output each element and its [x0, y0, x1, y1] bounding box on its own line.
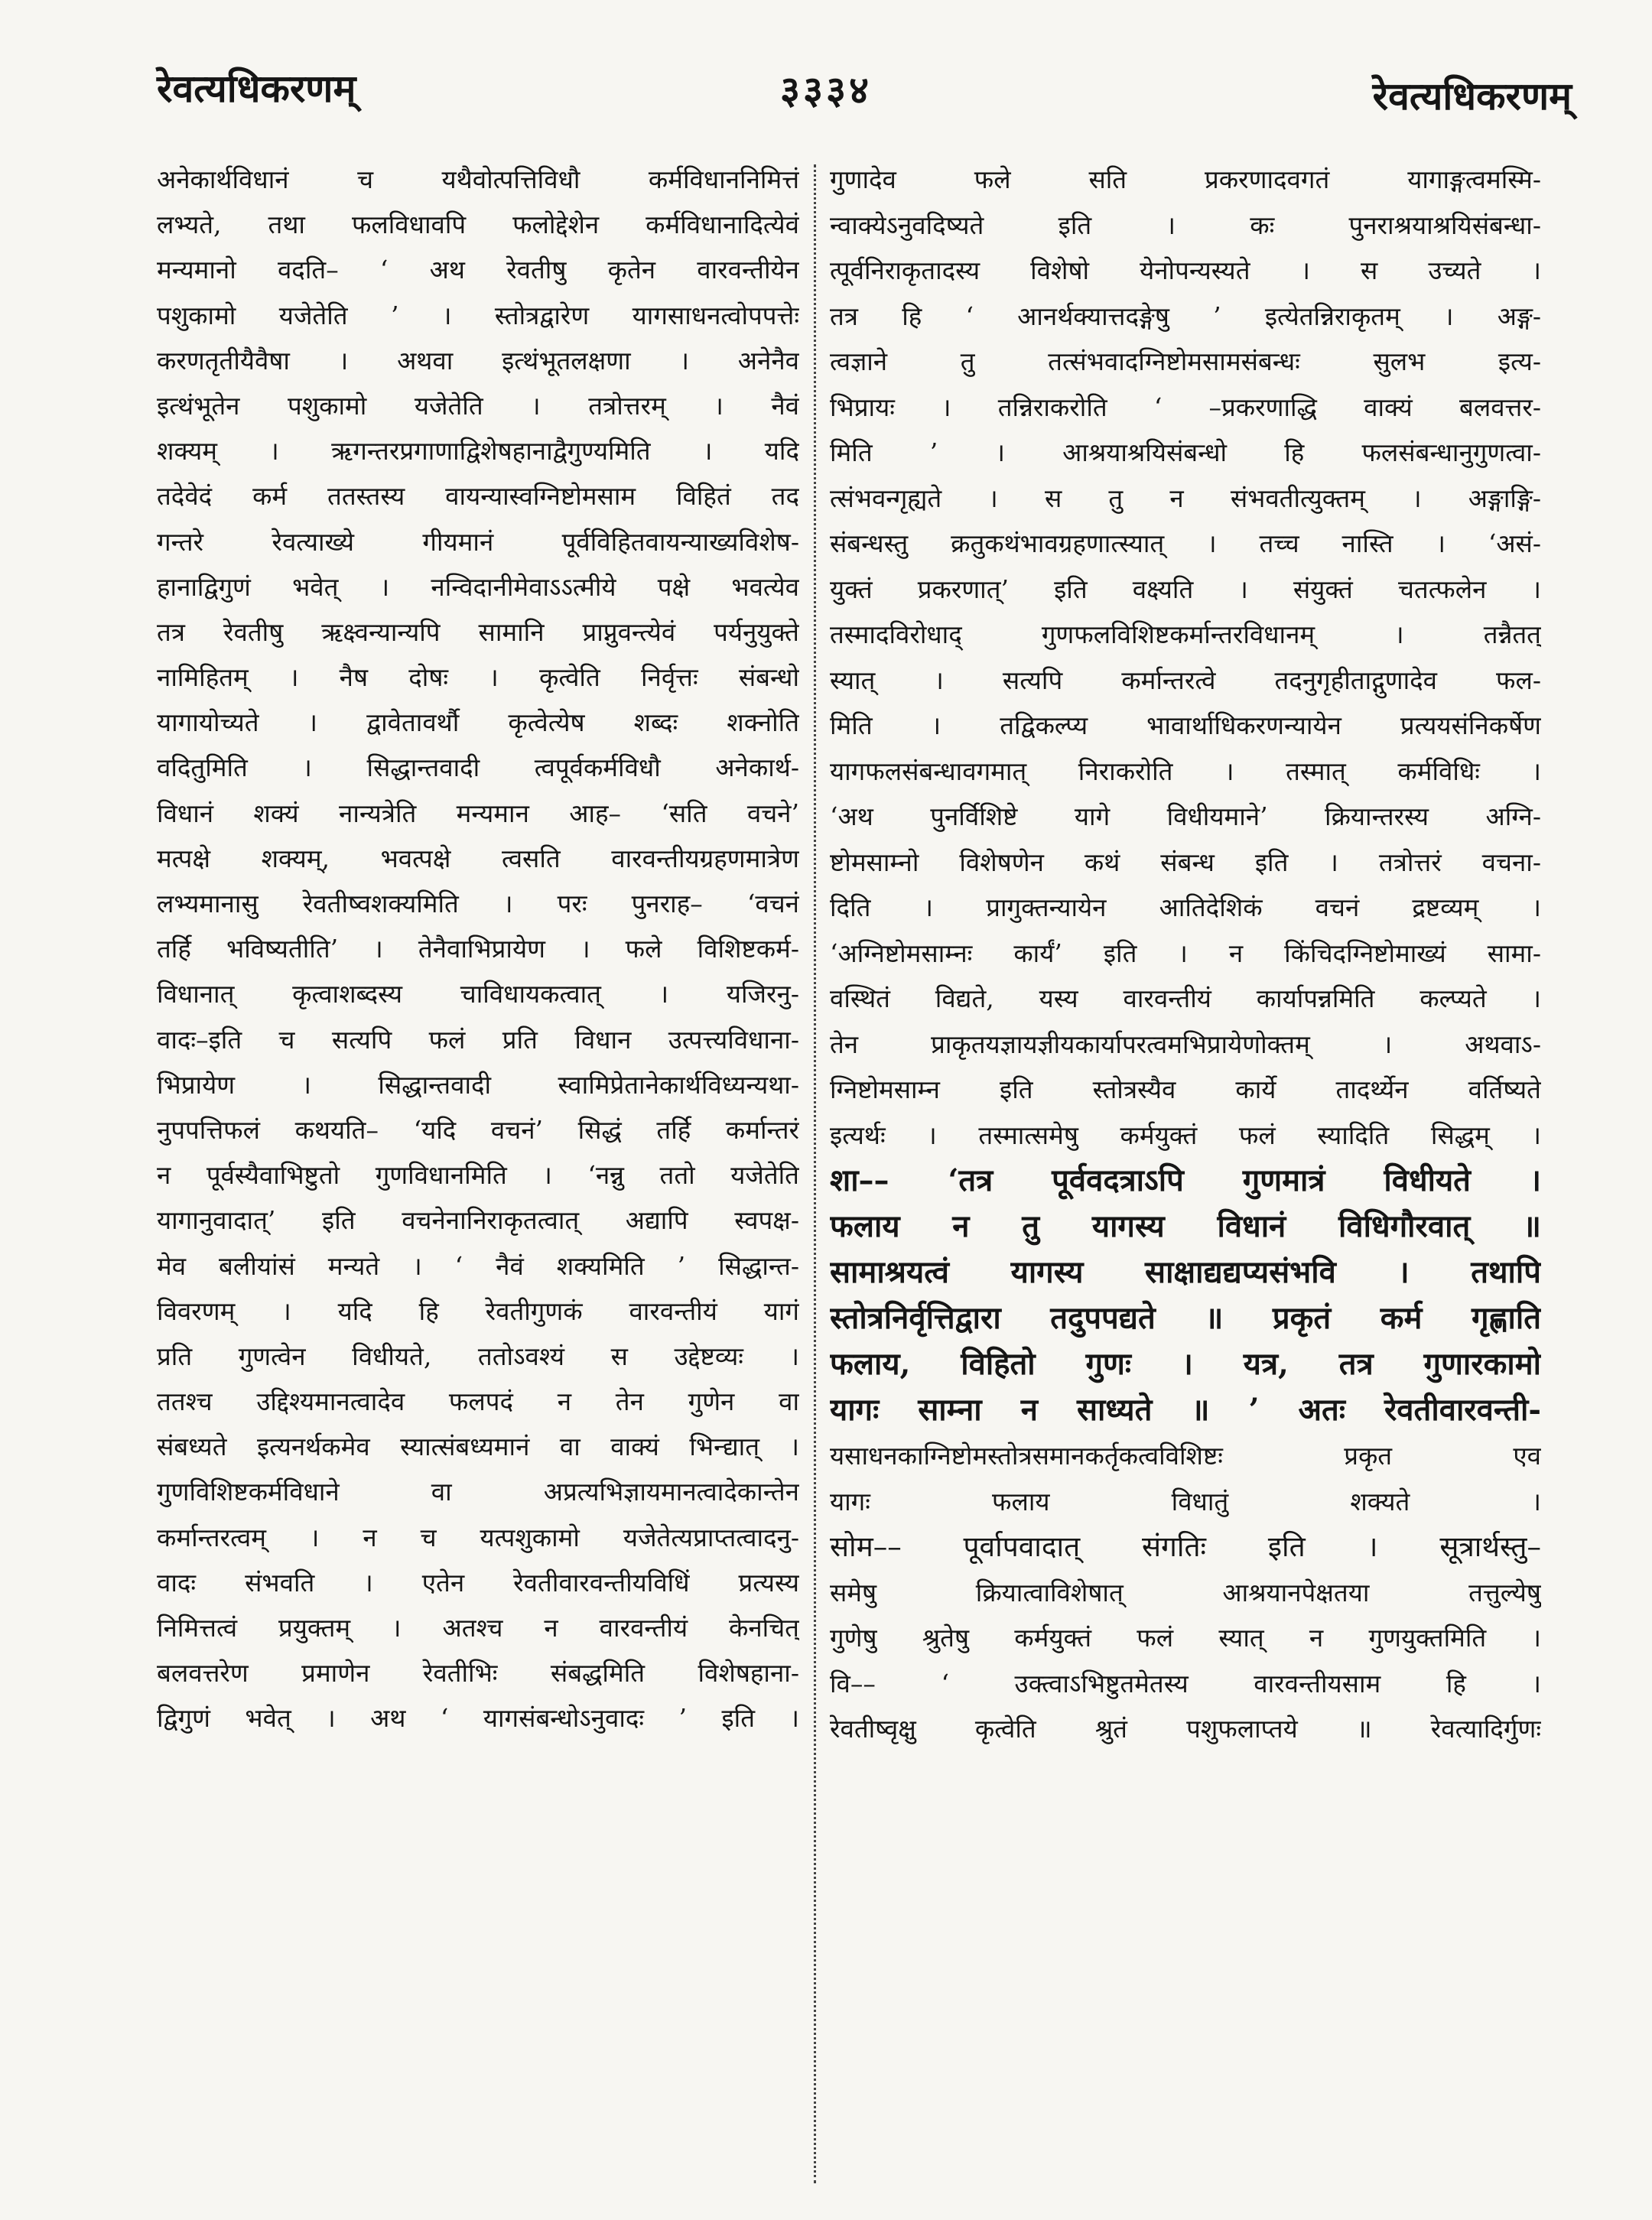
- text-line: न पूर्वस्यैवाभिष्टुतो गुणविधानमिति । ‘नन्नु ततो यजेतेति: [157, 1160, 799, 1191]
- text-line: बलवत्तरेण प्रमाणेन रेवतीभिः संबद्धमिति विशेषहाना-: [157, 1658, 799, 1689]
- text-line: विवरणम् । यदि हि रेवतीगुणकं वारवन्तीयं यागं: [157, 1295, 799, 1326]
- text-line: तर्हि भविष्यतीति’ । तेनैवाभिप्रायेण । फले विशिष्टकर्म-: [157, 934, 799, 964]
- text-line: समेषु क्रियात्वाविशेषात् आश्रयानपेक्षतया तत्तुल्येषु: [830, 1577, 1541, 1607]
- text-line: युक्तं प्रकरणात्’ इति वक्ष्यति । संयुक्तं चतत्फलेन ।: [830, 574, 1541, 604]
- text-line: पशुकामो यजेतेति ’ । स्तोत्रद्वारेण यागसाधनत्वोपपत्तेः: [157, 300, 799, 330]
- text-line: मिति ’ । आश्रयाश्रयिसंबन्धो हि फलसंबन्धानुगुणत्वा-: [830, 437, 1541, 467]
- text-line: वि–– ‘ उक्त्वाऽभिष्टुतमेतस्य वारवन्तीयसाम हि ।: [830, 1668, 1541, 1698]
- text-line: करणतृतीयैवैषा । अथवा इत्थंभूतलक्षणा । अनेनैव: [157, 345, 799, 375]
- text-line: विधानं शक्यं नान्यत्रेति मन्यमान आह– ‘सति वचने’: [157, 798, 799, 828]
- text-line: नामिहितम् । नैष दोषः । कृत्वेति निर्वृत्तः संबन्धो: [157, 662, 799, 693]
- text-line: प्रति गुणत्वेन विधीयते, ततोऽवश्यं स उद्देष्टव्यः ।: [157, 1341, 799, 1371]
- text-line: यागः साम्ना न साध्यते ॥ ’ अतः रेवतीवारवन्ती-: [830, 1392, 1541, 1428]
- text-line: लभ्यते, तथा फलविधावपि फलोद्देशेन कर्मविधानादित्येवं: [157, 210, 799, 240]
- text-line: तत्र रेवतीषु ऋक्ष्वन्यान्यपि सामानि प्राप्नुवन्त्येवं पर्यनुयुक्ते: [157, 616, 799, 647]
- text-line: मिति । तद्विकल्प्य भावार्थाधिकरणन्यायेन प्रत्ययसंनिकर्षेण: [830, 710, 1541, 740]
- text-line: भिप्रायेण । सिद्धान्तवादी स्वामिप्रेतानेकार्थविध्यन्यथा-: [157, 1069, 799, 1100]
- left-text-column: [157, 157, 799, 1741]
- text-line: गुणेषु श्रुतेषु कर्मयुक्तं फलं स्यात् न गुणयुक्तमिति ।: [830, 1623, 1541, 1653]
- text-line: लभ्यमानासु रेवतीष्वशक्यमिति । परः पुनराह– ‘वचनं: [157, 889, 799, 918]
- text-line: गुणादेव फले सति प्रकरणादवगतं यागाङ्गत्वमस्मि-: [830, 164, 1541, 194]
- text-line: इत्यर्थः । तस्मात्समेषु कर्मयुक्तं फलं स्यादिति सिद्धम् ।: [830, 1120, 1541, 1150]
- text-line: इत्थंभूतेन पशुकामो यजेतेति । तत्रोत्तरम् । नैवं: [157, 390, 799, 421]
- text-line: संबन्धस्तु क्रतुकथंभावग्रहणात्स्यात् । तच्च नास्ति । ‘असं-: [830, 528, 1541, 558]
- text-line: त्वज्ञाने तु तत्संभवादग्निष्टोमसामसंबन्धः सुलभ इत्य-: [830, 346, 1541, 376]
- text-line: रेवतीष्वृक्षु कृत्वेति श्रुतं पशुफलाप्तये ॥ रेवत्यादिर्गुणः: [830, 1714, 1541, 1744]
- text-line: ततश्च उद्दिश्यमानत्वादेव फलपदं न तेन गुणेन वा: [157, 1386, 799, 1417]
- text-line: त्संभवन्गृह्यते । स तु न संभवतीत्युक्तम् । अङ्गाङ्गि-: [830, 483, 1541, 513]
- header-left-title: रेवत्यधिकरणम्: [157, 66, 356, 111]
- text-line: मेव बलीयांसं मन्यते । ‘ नैवं शक्यमिति ’ सिद्धान्त-: [157, 1250, 799, 1281]
- text-line: दिति । प्रागुक्तन्यायेन आतिदेशिकं वचनं द्रष्टव्यम् ।: [830, 892, 1541, 922]
- text-line: वदितुमिति । सिद्धान्तवादी त्वपूर्वकर्मविधौ अनेकार्थ-: [157, 752, 799, 783]
- text-line: अनेकार्थविधानं च यथैवोत्पत्तिविधौ कर्मविधाननिमित्तं: [157, 164, 799, 194]
- text-line: सामाश्रयत्वं यागस्य साक्षाद्यद्यप्यसंभवि । तथापि: [830, 1254, 1541, 1290]
- text-line: यागफलसंबन्धावगमात् निराकरोति । तस्मात् कर्मविधिः ।: [830, 756, 1541, 786]
- text-line: भिप्रायः । तन्निराकरोति ‘ –प्रकरणाद्धि वाक्यं बलवत्तर-: [830, 392, 1541, 422]
- text-line: स्तोत्रनिर्वृत्तिद्वारा तदुपपद्यते ॥ प्रकृतं कर्म गृह्णाति: [830, 1300, 1541, 1336]
- text-line: तत्र हि ‘ आनर्थक्यात्तदङ्गेषु ’ इत्येतन्निराकृतम् । अङ्ग-: [830, 301, 1541, 331]
- text-line: ‘अग्निष्टोमसाम्नः कार्यं’ इति । न किंचिदग्निष्टोमाख्यं सामा-: [830, 938, 1541, 968]
- text-line: न्वाक्येऽनुवदिष्यते इति । कः पुनराश्रयाश्रयिसंबन्धा-: [830, 210, 1541, 240]
- text-line: यागायोच्यते । द्वावेतावर्थौ कृत्वेत्येष शब्दः शक्नोति: [157, 707, 799, 738]
- right-text-column: [830, 157, 1541, 1752]
- text-line: कर्मान्तरत्वम् । न च यत्पशुकामो यजेतेत्यप्राप्तत्वादनु-: [157, 1522, 799, 1552]
- text-line: गन्तरे रेवत्याख्ये गीयमानं पूर्वविहितवायन्याख्यविशेष-: [157, 526, 799, 557]
- text-line: फलाय, विहितो गुणः । यत्र, तत्र गुणारकामो: [830, 1346, 1541, 1382]
- header-right-title: रेवत्यधिकरणम्: [1372, 73, 1572, 119]
- text-line: निमित्तत्वं प्रयुक्तम् । अतश्च न वारवन्तीयं केनचित्: [157, 1613, 799, 1643]
- text-line: तेन प्राकृतयज्ञायज्ञीयकार्यापरत्वमभिप्रायेणोक्तम् । अथवाऽ-: [830, 1029, 1541, 1059]
- text-line: नुपपत्तिफलं कथयति– ‘यदि वचनं’ सिद्धं तर्हि कर्मान्तरं: [157, 1114, 799, 1145]
- text-line: वस्थितं विद्यते, यस्य वारवन्तीयं कार्यापन्नमिति कल्प्यते ।: [830, 983, 1541, 1013]
- text-line: वादः संभवति । एतेन रेवतीवारवन्तीयविधिं प्रत्यस्य: [157, 1567, 799, 1598]
- text-line: गुणविशिष्टकर्मविधाने वा अप्रत्यभिज्ञायमानत्वादेकान्तेन: [157, 1477, 799, 1507]
- text-line: यसाधनकाग्निष्टोमस्तोत्रसमानकर्तृकत्वविशिष्टः प्रकृत एव: [830, 1441, 1541, 1471]
- text-line: तदेवेदं कर्म ततस्तस्य वायन्यास्वग्निष्टोमसाम विहितं तद: [157, 481, 799, 512]
- text-line: ग्निष्टोमसाम्न इति स्तोत्रस्यैव कार्ये तादर्थ्येन वर्तिष्यते: [830, 1074, 1541, 1104]
- column-divider: [814, 164, 816, 2183]
- text-line: त्पूर्वनिराकृतादस्य विशेषो येनोपन्यस्यते । स उच्यते ।: [830, 255, 1541, 285]
- text-line: स्यात् । सत्यपि कर्मान्तरत्वे तदनुगृहीताद्गुणादेव फल-: [830, 665, 1541, 695]
- text-line: तस्मादविरोधाद् गुणफलविशिष्टकर्मान्तरविधानम् । तन्नैतत्: [830, 619, 1541, 649]
- text-line: सोम–– पूर्वापवादात् संगतिः इति । सूत्रार्थस्तु–: [830, 1530, 1541, 1563]
- text-line: शा–– ‘तत्र पूर्ववदत्राऽपि गुणमात्रं विधीयते ।: [830, 1162, 1541, 1198]
- text-line: ‘अथ पुनर्विशिष्टे यागे विधीयमाने’ क्रियान्तरस्य अग्नि-: [830, 801, 1541, 831]
- text-line: ष्टोमसाम्नो विशेषणेन कथं संबन्ध इति । तत्रोत्तरं वचना-: [830, 847, 1541, 877]
- text-line: हानाद्विगुणं भवेत् । नन्विदानीमेवाऽऽत्मीये पक्षे भवत्येव: [157, 571, 799, 602]
- text-line: मन्यमानो वदति– ‘ अथ रेवतीषु कृतेन वारवन्तीयेन: [157, 255, 799, 285]
- running-header: [0, 46, 1652, 130]
- text-line: संबध्यते इत्यनर्थकमेव स्यात्संबध्यमानं वा वाक्यं भिन्द्यात् ।: [157, 1432, 799, 1462]
- text-line: फलाय न तु यागस्य विधानं विधिगौरवात् ॥: [830, 1208, 1541, 1244]
- text-line: शक्यम् । ऋगन्तरप्रगाणाद्विशेषहानाद्वैगुण्यमिति । यदि: [157, 436, 799, 466]
- text-line: वादः–इति च सत्यपि फलं प्रति विधान उत्पत्त्यविधाना-: [157, 1024, 799, 1055]
- page-number: ३३३४: [780, 67, 872, 112]
- text-line: मत्पक्षे शक्यम्, भवत्पक्षे त्वसति वारवन्तीयग्रहणमात्रेण: [157, 843, 799, 873]
- text-line: यागः फलाय विधातुं शक्यते ।: [830, 1486, 1541, 1516]
- text-line: द्विगुणं भवेत् । अथ ‘ यागसंबन्धोऽनुवादः ’ इति ।: [157, 1703, 799, 1734]
- text-line: यागानुवादात्’ इति वचनेनानिराकृतत्वात् अद्यापि स्वपक्ष-: [157, 1205, 799, 1236]
- text-line: विधानात् कृत्वाशब्दस्य चाविधायकत्वात् । यजिरनु-: [157, 979, 799, 1009]
